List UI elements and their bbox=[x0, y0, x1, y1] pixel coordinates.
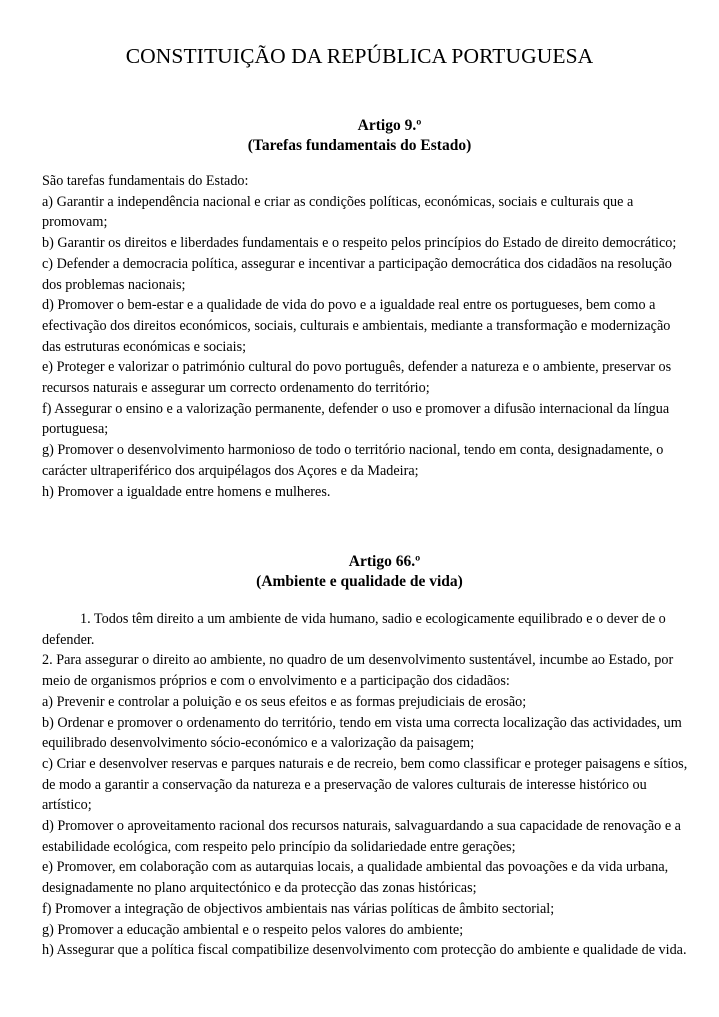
document-title: CONSTITUIÇÃO DA REPÚBLICA PORTUGUESA bbox=[125, 44, 594, 68]
article-9-item-e: e) Proteger e valorizar o património cultural do povo português, defender a natureza e o ambiente, preservar os recursos naturais e assegurar um correcto ordenamento do território; bbox=[42, 359, 672, 397]
article-9-intro: São tarefas fundamentais do Estado: bbox=[42, 173, 249, 189]
article-9-number: Artigo 9.º bbox=[357, 117, 422, 134]
article-66-item-e: e) Promover, em colaboração com as autarquias locais, a qualidade ambiental das povoações e da vida urbana, designadamente no plano arquitectónico e da protecção das zonas históricas; bbox=[42, 859, 669, 897]
article-66-paragraph-1: 1. Todos têm direito a um ambiente de vida humano, sadio e ecologicamente equilibrado e o dever de o defender. bbox=[42, 611, 666, 648]
article-9-item-d: d) Promover o bem-estar e a qualidade de vida do povo e a igualdade real entre os portugueses, bem como a efectivação dos direitos económicos, sociais, culturais e ambientais, mediante a transformação e modernização das estruturas económicas e sociais; bbox=[42, 297, 671, 355]
article-66-paragraph-2: 2. Para assegurar o direito ao ambiente, no quadro de um desenvolvimento sustentável, incumbe ao Estado, por meio de organismos próprios e com o envolvimento e a participação dos cidadãos: bbox=[42, 652, 674, 690]
article-9-item-h: h) Promover a igualdade entre homens e mulheres. bbox=[42, 483, 331, 500]
article-9-item-b: b) Garantir os direitos e liberdades fundamentais e o respeito pelos princípios do Estado de direito democrático; bbox=[42, 235, 677, 252]
article-66-title: (Ambiente e qualidade de vida) bbox=[256, 573, 463, 590]
article-66-item-a: a) Prevenir e controlar a poluição e os seus efeitos e as formas prejudiciais de erosão; bbox=[42, 693, 527, 710]
article-66-item-h: h) Assegurar que a política fiscal compatibilize desenvolvimento com protecção do ambiente e qualidade de vida. bbox=[42, 942, 687, 959]
article-66-heading bbox=[0, 552, 719, 592]
article-66-item-f: f) Promover a integração de objectivos ambientais nas várias políticas de âmbito sectorial; bbox=[42, 900, 555, 917]
article-9-item-f: f) Assegurar o ensino e a valorização permanente, defender o uso e promover a difusão internacional da língua portuguesa; bbox=[42, 400, 670, 438]
article-66-item-b: b) Ordenar e promover o ordenamento do território, tendo em vista uma correcta localização das actividades, um equilibrado desenvolvimento sócio-económico e a valorização da paisagem; bbox=[42, 714, 682, 752]
article-9-body bbox=[42, 171, 692, 502]
article-9-item-a: a) Garantir a independência nacional e criar as condições políticas, económicas, sociais e culturais que a promovam; bbox=[42, 193, 634, 231]
article-66-item-c: c) Criar e desenvolver reservas e parques naturais e de recreio, bem como classificar e proteger paisagens e sítios, de modo a garantir a conservação da natureza e a preservação de valores culturais de interesse histórico ou artístico; bbox=[42, 755, 688, 814]
article-66-number: Artigo 66.º bbox=[348, 553, 421, 570]
article-9-heading bbox=[0, 116, 719, 156]
article-9-item-g: g) Promover o desenvolvimento harmonioso de todo o território nacional, tendo em conta, designadamente, o carácter ultraperiférico dos arquipélagos dos Açores e da Madeira; bbox=[42, 442, 664, 479]
article-66-item-d: d) Promover o aproveitamento racional dos recursos naturais, salvaguardando a sua capacidade de renovação e a estabilidade ecológica, com respeito pelo princípio da solidariedade entre gerações; bbox=[42, 818, 681, 855]
article-9-item-c: c) Defender a democracia política, assegurar e incentivar a participação democrática dos cidadãos na resolução dos problemas nacionais; bbox=[42, 255, 672, 293]
article-66-body bbox=[42, 609, 692, 961]
article-66-item-g: g) Promover a educação ambiental e o respeito pelos valores do ambiente; bbox=[42, 921, 464, 938]
article-9-title: (Tarefas fundamentais do Estado) bbox=[247, 137, 472, 154]
